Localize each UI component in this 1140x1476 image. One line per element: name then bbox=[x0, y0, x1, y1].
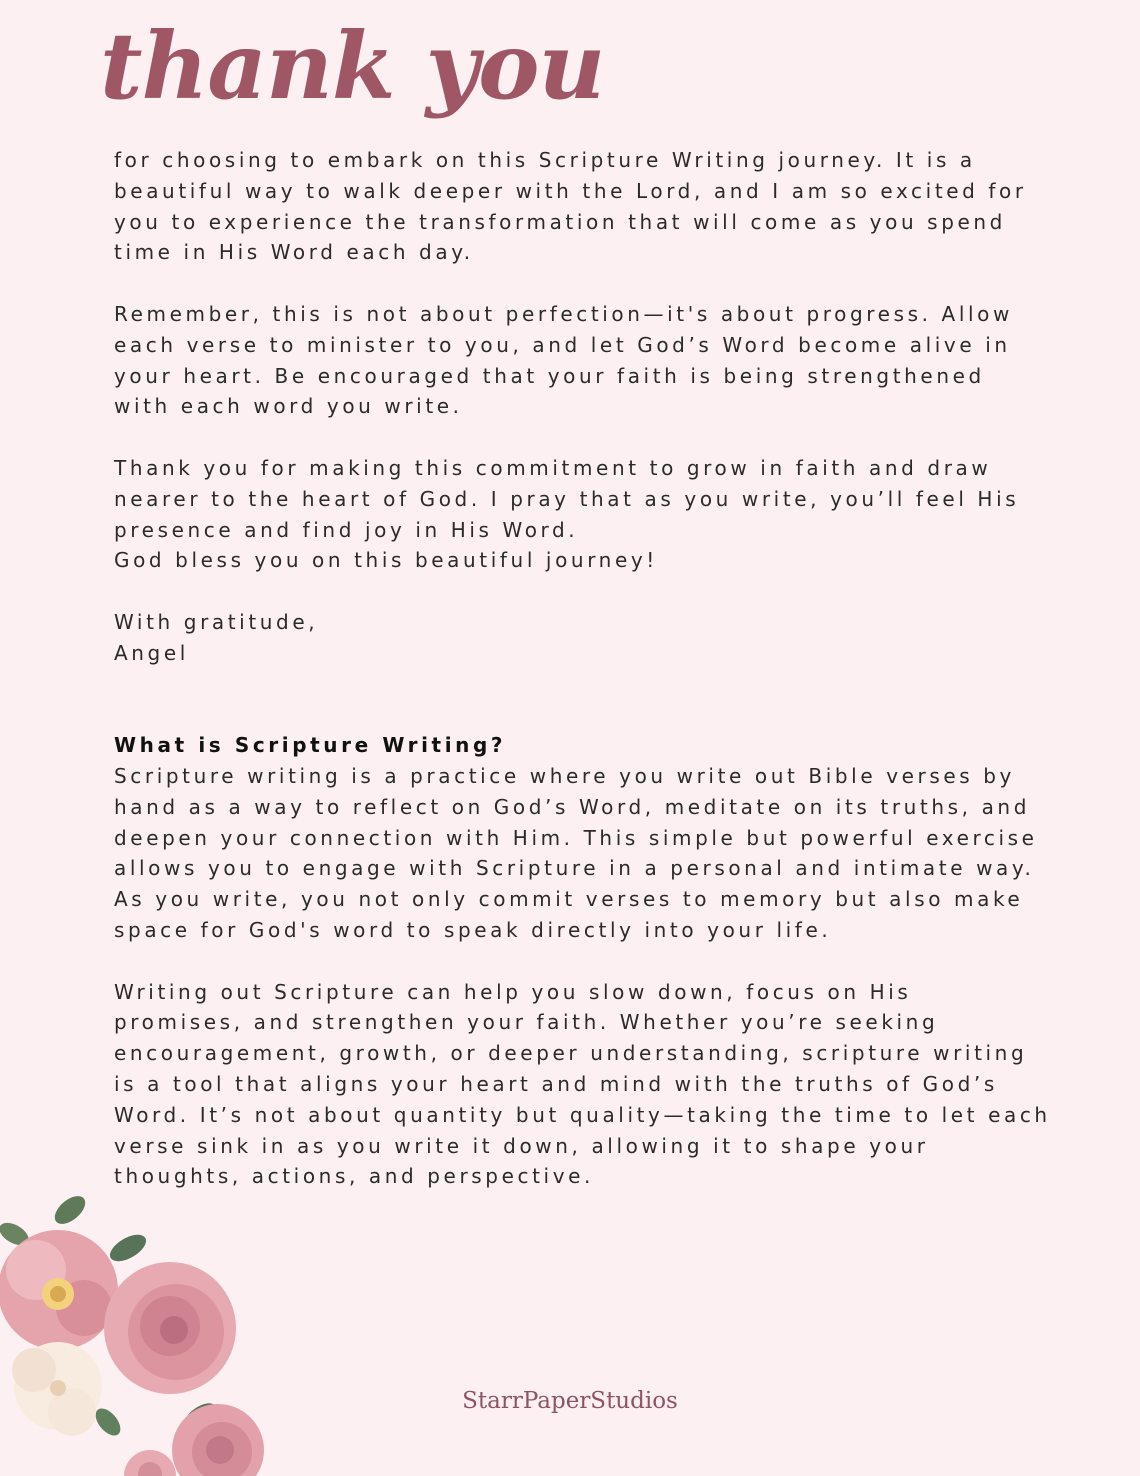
text-line: God bless you on this beautiful journey! bbox=[114, 548, 658, 573]
rose-icon bbox=[124, 1450, 176, 1476]
text-line: As you write, you not only commit verses to memory but also make bbox=[114, 887, 1024, 912]
text-line: time in His Word each day. bbox=[114, 240, 474, 265]
text-line: nearer to the heart of God. I pray that as you write, you’ll feel His bbox=[114, 486, 1020, 511]
text-line: beautiful way to walk deeper with the Lord, and I am so excited for bbox=[114, 178, 1027, 203]
rose-icon bbox=[104, 1262, 236, 1394]
text-line: thoughts, actions, and perspective. bbox=[114, 1164, 594, 1189]
text-line: presence and find joy in His Word. bbox=[114, 517, 579, 542]
text-line: hand as a way to reflect on God’s Word, meditate on its truths, and bbox=[114, 794, 1030, 819]
section-heading: What is Scripture Writing? bbox=[114, 733, 507, 758]
letter-paragraph-3 bbox=[114, 453, 1104, 576]
text-line: Scripture writing is a practice where you write out Bible verses by bbox=[114, 763, 1015, 788]
text-line: verse sink in as you write it down, allowing it to shape your bbox=[114, 1133, 929, 1158]
letter-paragraph-2 bbox=[114, 299, 1104, 422]
rose-icon bbox=[172, 1404, 264, 1476]
letter-closing: With gratitude, bbox=[114, 609, 319, 634]
section-paragraph-2 bbox=[114, 977, 1104, 1193]
text-line: is a tool that aligns your heart and mind with the truths of God’s bbox=[114, 1071, 998, 1096]
text-line: deepen your connection with Him. This simple but powerful exercise bbox=[114, 825, 1038, 850]
text-line: space for God's word to speak directly into your life. bbox=[114, 917, 832, 942]
text-line: encouragement, growth, or deeper understanding, scripture writing bbox=[114, 1041, 1028, 1066]
text-line: promises, and strengthen your faith. Whether you’re seeking bbox=[114, 1010, 939, 1035]
text-line: you to experience the transformation that will come as you spend bbox=[114, 209, 1006, 234]
text-line: Remember, this is not about perfection—it's about progress. Allow bbox=[114, 301, 1013, 326]
text-line: allows you to engage with Scripture in a personal and intimate way. bbox=[114, 856, 1035, 881]
section-paragraph-1 bbox=[114, 761, 1104, 946]
text-line: each verse to minister to you, and let God’s Word become alive in bbox=[114, 332, 1011, 357]
page-title: thank you bbox=[100, 12, 605, 120]
letter-signature: Angel bbox=[114, 640, 189, 665]
text-line: with each word you write. bbox=[114, 394, 463, 419]
text-line: Word. It’s not about quantity but quality—taking the time to let each bbox=[114, 1102, 1051, 1127]
leaf-icon bbox=[50, 1191, 90, 1229]
text-line: for choosing to embark on this Scripture Writing journey. It is a bbox=[114, 148, 976, 172]
wild-rose-icon bbox=[0, 1230, 118, 1350]
letter-paragraph-1 bbox=[114, 145, 1104, 268]
brand-footer: StarrPaperStudios bbox=[462, 1388, 678, 1414]
floral-decoration bbox=[0, 1190, 300, 1476]
leaf-icon bbox=[106, 1229, 151, 1266]
text-line: Thank you for making this commitment to grow in faith and draw bbox=[114, 455, 992, 480]
text-line: Writing out Scripture can help you slow down, focus on His bbox=[114, 979, 912, 1004]
text-line: your heart. Be encouraged that your faith is being strengthened bbox=[114, 363, 985, 388]
letter-content bbox=[114, 145, 1104, 1192]
